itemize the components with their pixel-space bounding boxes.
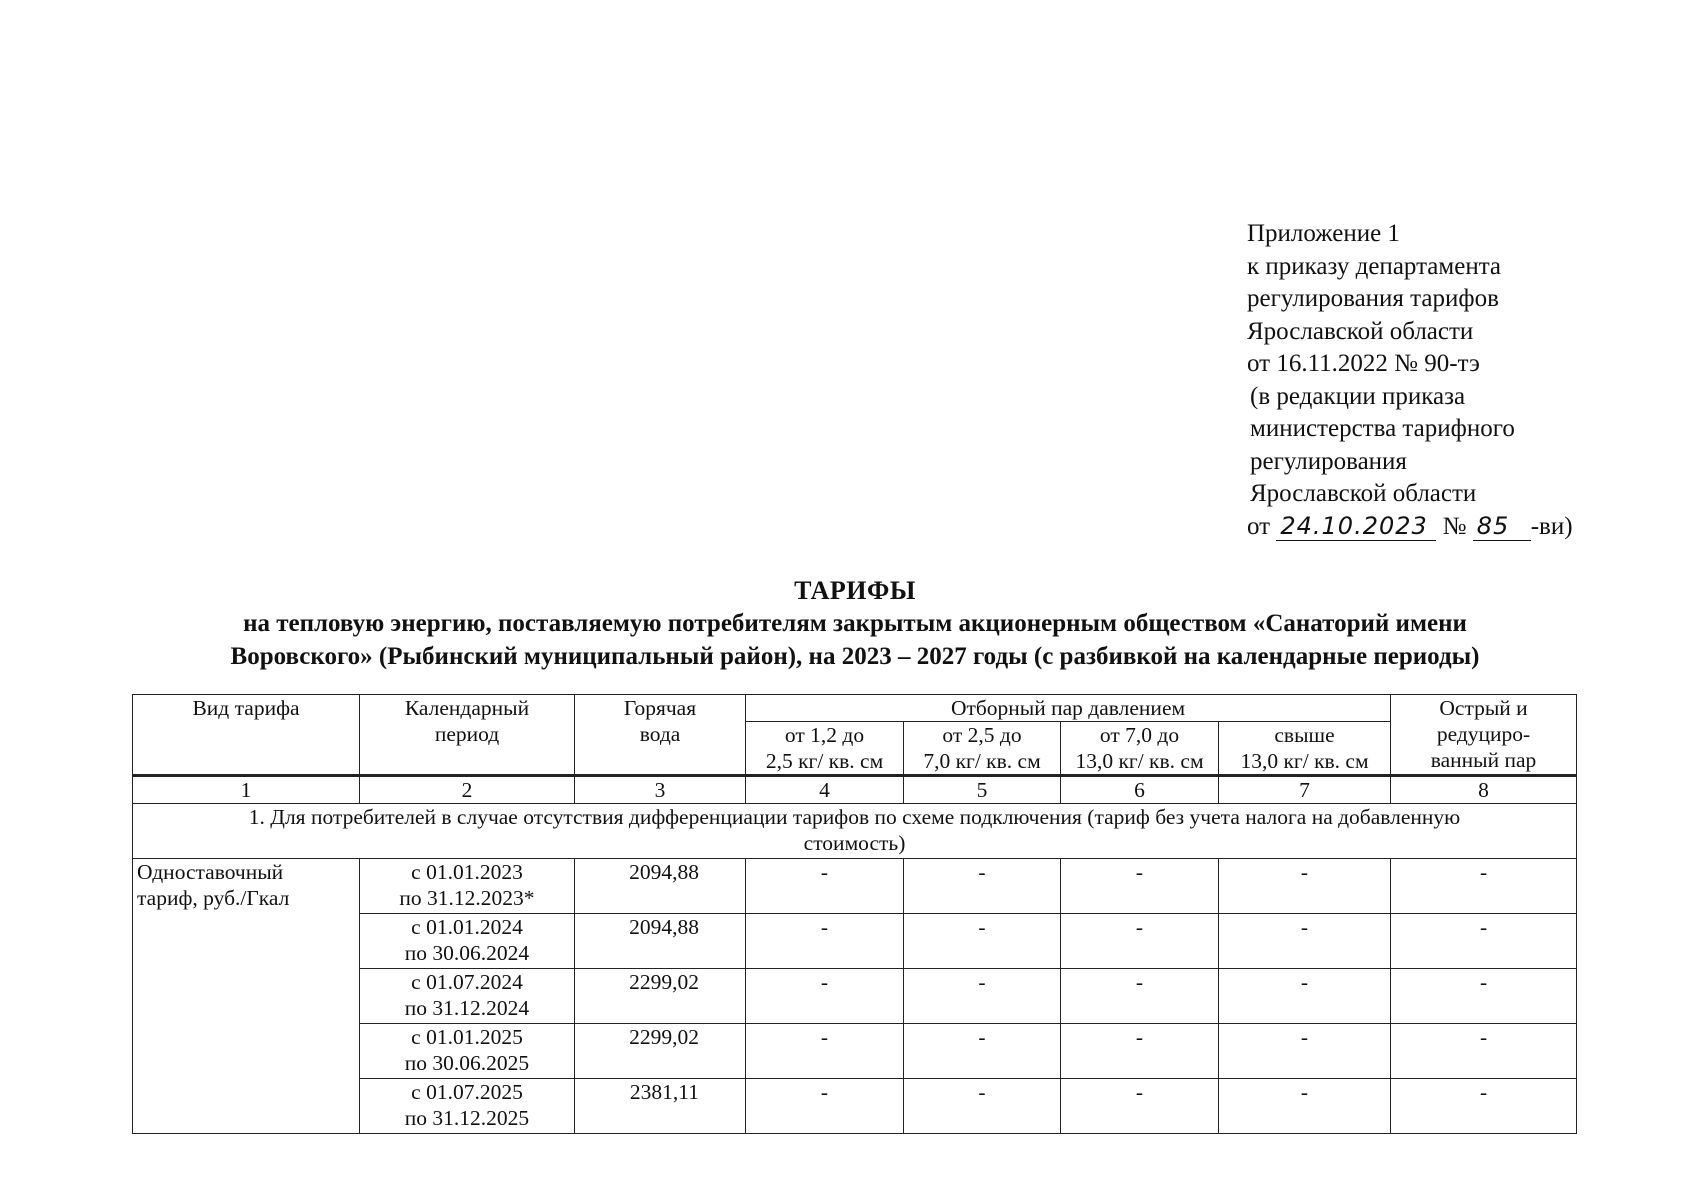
pressure-3-value: -: [1061, 1024, 1219, 1079]
header-text: Отборный пар давлением: [950, 696, 1186, 720]
pressure-1-value: -: [746, 1024, 904, 1079]
appendix-line: Ярославской области: [1247, 317, 1474, 345]
pressure-4-value: -: [1219, 914, 1391, 969]
title-line-1: на тепловую энергию, поставляемую потребителям закрытым акционерным обществом «Санаторий имени: [243, 610, 1467, 637]
period-from: с 01.07.2024: [411, 970, 523, 994]
pressure-3-value: -: [1061, 859, 1219, 914]
tariff-type-text: Одноставочный: [137, 860, 284, 884]
handwritten-date: 24.10.2023: [1276, 512, 1436, 541]
header-text: от 2,5 до: [942, 723, 1022, 747]
hot-water-value: 2299,02: [575, 969, 746, 1024]
pressure-1-value: -: [746, 1079, 904, 1134]
header-sharp-steam: [1391, 695, 1577, 776]
period-cell: [360, 914, 575, 969]
pressure-2-value: -: [904, 1079, 1061, 1134]
section-heading: [133, 804, 1577, 859]
appendix-line: от 16.11.2022 № 90-тэ: [1247, 350, 1480, 377]
pressure-4-value: -: [1219, 1079, 1391, 1134]
number-sign: №: [1442, 512, 1467, 540]
header-text: Вид тарифа: [192, 696, 300, 720]
pressure-2-value: -: [904, 1024, 1061, 1079]
header-text: от 7,0 до: [1099, 723, 1180, 747]
column-number: 8: [1391, 776, 1577, 804]
period-cell: [360, 1079, 575, 1134]
appendix-last-line: [1247, 511, 1667, 544]
section-text: стоимость): [803, 831, 906, 855]
pressure-2-value: -: [904, 914, 1061, 969]
column-number: 3: [575, 776, 746, 804]
column-number: 2: [360, 776, 575, 804]
sharp-steam-value: -: [1391, 1079, 1577, 1134]
header-text: от 1,2 до: [784, 723, 865, 747]
header-text: Горячая: [623, 696, 697, 720]
header-text: свыше: [1274, 723, 1335, 747]
sharp-steam-value: -: [1391, 1024, 1577, 1079]
header-row: [133, 695, 1577, 722]
pressure-2-value: -: [904, 859, 1061, 914]
sharp-steam-value: -: [1391, 859, 1577, 914]
pressure-4-value: -: [1219, 1024, 1391, 1079]
period-cell: [360, 969, 575, 1024]
sharp-steam-value: -: [1391, 914, 1577, 969]
document-title: [130, 574, 1580, 673]
hot-water-value: 2094,88: [575, 859, 746, 914]
appendix-line: (в редакции приказа: [1250, 382, 1466, 410]
title-line-2: Воровского» (Рыбинский муниципальный район), на 2023 – 2027 годы (с разбивкой на календарные периоды): [230, 643, 1480, 670]
header-text: 13,0 кг/ кв. см: [1240, 749, 1369, 773]
tariff-type-text: тариф, руб./Гкал: [137, 886, 290, 910]
appendix-line: Ярославской области: [1250, 480, 1477, 507]
hot-water-value: 2094,88: [575, 914, 746, 969]
period-to: по 31.12.2025: [404, 1106, 530, 1130]
header-text: 2,5 кг/ кв. см: [765, 749, 884, 773]
handwritten-number: 85: [1473, 512, 1531, 541]
period-to: по 30.06.2025: [404, 1051, 530, 1075]
period-cell: [360, 859, 575, 914]
header-text: вода: [639, 722, 681, 746]
header-text: ванный пар: [1430, 748, 1537, 772]
hot-water-value: 2381,11: [575, 1079, 746, 1134]
pressure-1-value: -: [746, 914, 904, 969]
period-cell: [360, 1024, 575, 1079]
header-tariff-type: [133, 695, 360, 776]
header-period: [360, 695, 575, 776]
pressure-3-value: -: [1061, 969, 1219, 1024]
pressure-1-value: -: [746, 859, 904, 914]
header-pressure-3: [1061, 722, 1219, 776]
period-to: по 31.12.2023*: [399, 886, 535, 910]
column-number: 4: [746, 776, 904, 804]
appendix-from-prefix: от: [1247, 512, 1271, 540]
tariff-table: [132, 694, 1577, 1134]
column-number-row: [133, 776, 1577, 804]
tariff-type-cell: [133, 859, 360, 1134]
period-to: по 31.12.2024: [404, 996, 530, 1020]
pressure-1-value: -: [746, 969, 904, 1024]
header-text: 7,0 кг/ кв. см: [923, 749, 1041, 773]
header-text: период: [434, 722, 500, 746]
period-from: с 01.01.2025: [411, 1025, 523, 1049]
appendix-suffix: -ви): [1530, 512, 1573, 540]
table-row: [133, 859, 1577, 914]
hot-water-value: 2299,02: [575, 1024, 746, 1079]
column-number: 5: [904, 776, 1061, 804]
pressure-3-value: -: [1061, 914, 1219, 969]
header-pressure-4: [1219, 722, 1391, 776]
appendix-line: Приложение 1: [1247, 220, 1400, 247]
column-number: 1: [133, 776, 360, 804]
header-text: редуциро-: [1436, 722, 1531, 746]
period-from: с 01.01.2024: [411, 915, 523, 939]
header-pressure-2: [904, 722, 1061, 776]
period-from: с 01.01.2023: [411, 860, 523, 884]
appendix-line: министерства тарифного: [1250, 415, 1515, 442]
column-number: 6: [1061, 776, 1219, 804]
appendix-block: [1247, 218, 1667, 543]
header-hot-water: [575, 695, 746, 776]
appendix-line: к приказу департамента: [1247, 252, 1502, 280]
column-number: 7: [1219, 776, 1391, 804]
header-text: Календарный: [404, 696, 530, 720]
header-pressure-1: [746, 722, 904, 776]
header-text: Острый и: [1439, 696, 1528, 720]
header-text: 13,0 кг/ кв. см: [1075, 749, 1204, 773]
pressure-3-value: -: [1061, 1079, 1219, 1134]
period-from: с 01.07.2025: [411, 1080, 523, 1104]
title-main: ТАРИФЫ: [794, 576, 916, 605]
appendix-line: регулирования: [1250, 447, 1407, 475]
pressure-4-value: -: [1219, 859, 1391, 914]
section-text: 1. Для потребителей в случае отсутствия дифференциации тарифов по схеме подключения (тариф без учета налога на добавленную: [248, 805, 1461, 829]
pressure-2-value: -: [904, 969, 1061, 1024]
appendix-line: регулирования тарифов: [1247, 285, 1499, 312]
section-row: [133, 804, 1577, 859]
header-steam-group: [746, 695, 1391, 722]
period-to: по 30.06.2024: [404, 941, 530, 965]
sharp-steam-value: -: [1391, 969, 1577, 1024]
pressure-4-value: -: [1219, 969, 1391, 1024]
